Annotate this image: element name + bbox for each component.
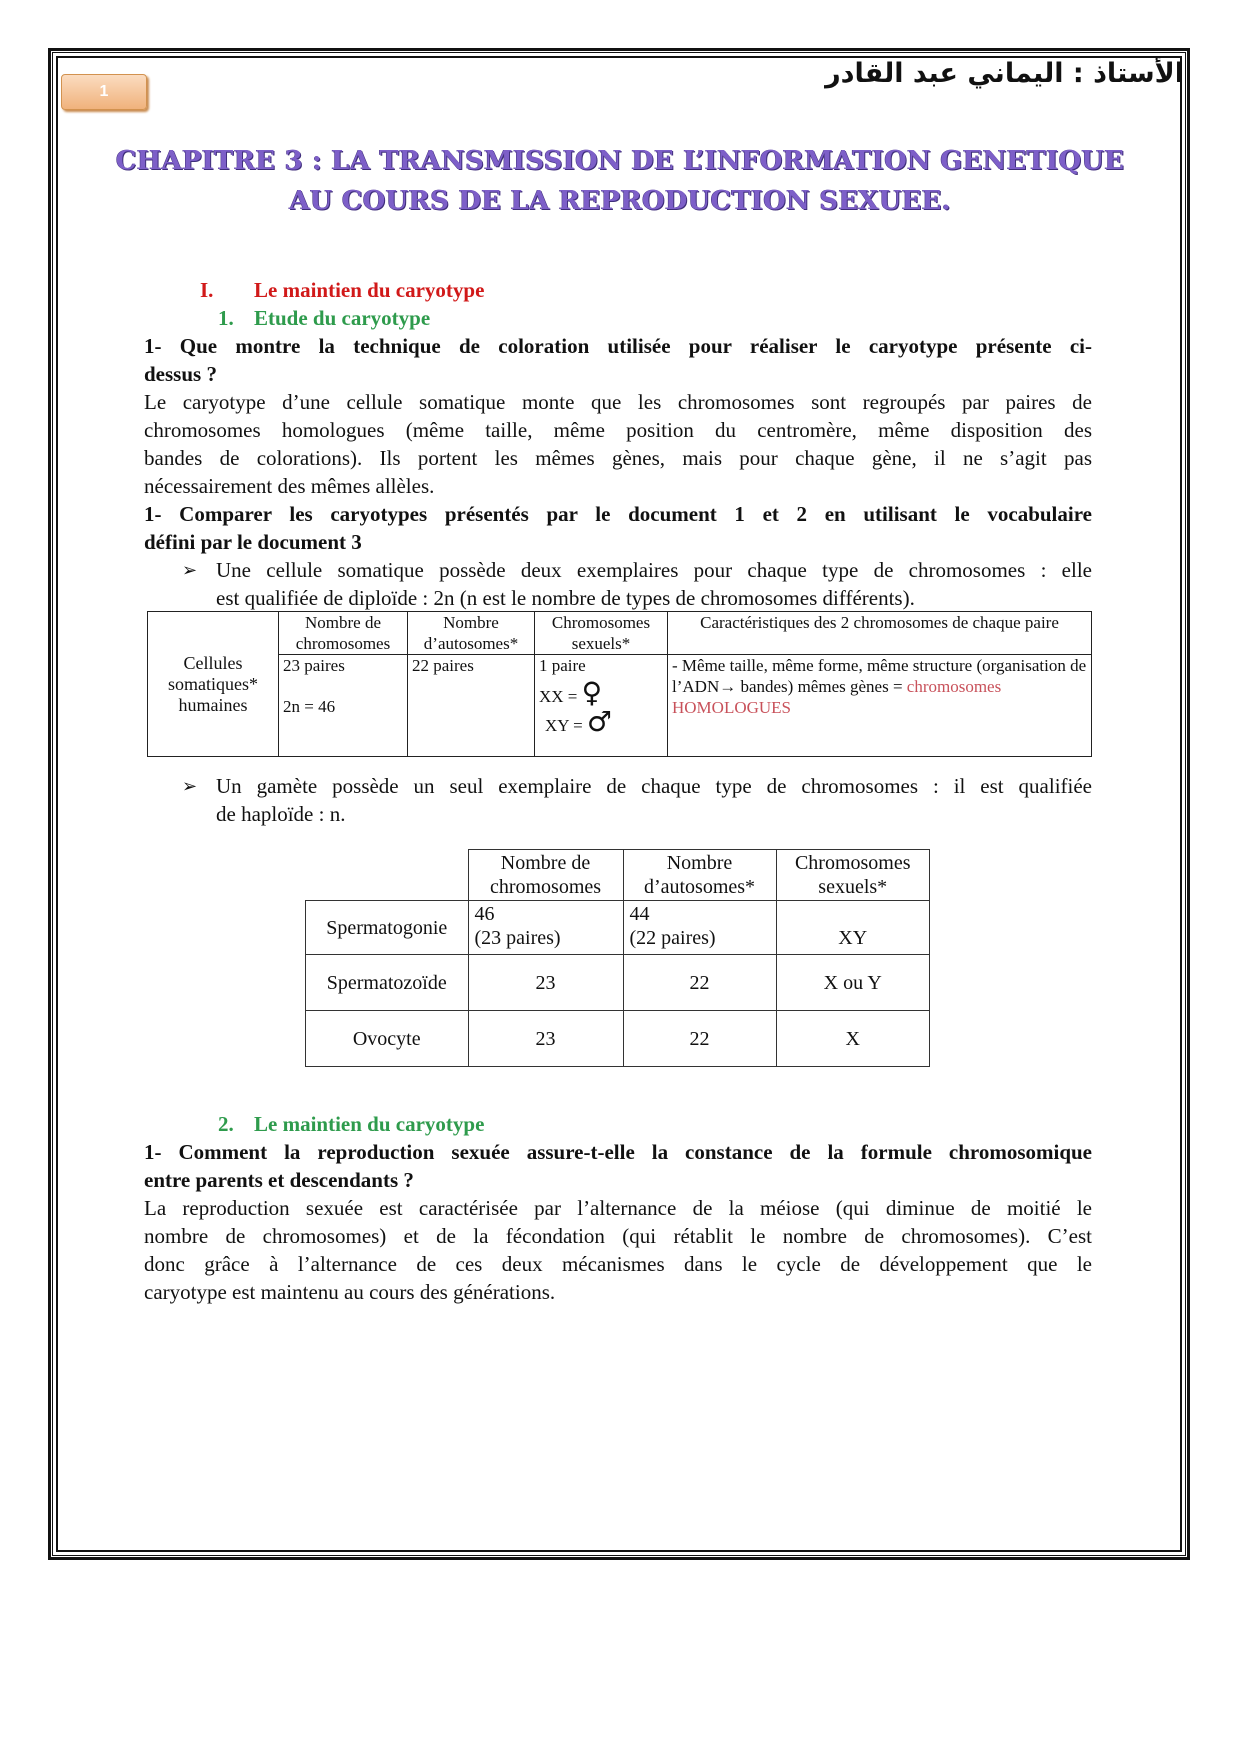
question-3-line-2: entre parents et descendants ? [144, 1168, 414, 1192]
female-symbol-icon: ♀ [581, 676, 603, 709]
cell-chromosomes [279, 655, 408, 757]
table-row [306, 901, 930, 955]
row-label: Ovocyte [306, 1011, 469, 1067]
cell-sexuels: XY [776, 901, 930, 955]
cell-sexuels [535, 655, 668, 757]
value-detail: (23 paires) [474, 927, 561, 949]
empty-corner-cell [306, 850, 469, 901]
cell-sexuels: X ou Y [776, 955, 930, 1011]
cell-chromosomes: 23 [468, 955, 623, 1011]
question-3-line-1: 1- Comment la reproduction sexuée assure-t-elle la constance de la formule chromosomique [144, 1140, 1092, 1164]
somatic-cell-table [147, 611, 1092, 757]
answer-3-line-2: nombre de chromosomes) et de la fécondation (qui rétablit le nombre de chromosomes). C’est [144, 1224, 1092, 1248]
answer-3-line-4: caryotype est maintenu au cours des générations. [144, 1280, 556, 1304]
bullet-arrow-icon: ➢ [182, 776, 198, 796]
section-heading: Le maintien du caryotype [254, 278, 485, 302]
cell-autosomes: 22 paires [408, 655, 535, 757]
chapter-title-line-1: CHAPITRE 3 : LA TRANSMISSION DE L’INFORMATION GENETIQUE [115, 146, 1125, 176]
answer-1-line-1: Le caryotype d’une cellule somatique monte que les chromosomes sont regroupés par paires de [144, 390, 1092, 414]
value: 46 [474, 903, 495, 925]
question-1-line-1: 1- Que montre la technique de coloration utilisée pour réaliser le caryotype présente ci- [144, 334, 1092, 358]
chapter-title-line-2: AU COURS DE LA REPRODUCTION SEXUEE. [289, 186, 951, 216]
question-2-line-2: défini par le document 3 [144, 530, 362, 554]
cell-sexuels: X [776, 1011, 930, 1067]
answer-1-line-2: chromosomes homologues (même taille, même position du centromère, même disposition des [144, 418, 1092, 442]
question-2-line-1: 1- Comparer les caryotypes présentés par le document 1 et 2 en utilisant le vocabulaire [144, 502, 1092, 526]
bullet-arrow-icon: ➢ [182, 560, 198, 580]
row-label: Spermatozoïde [306, 955, 469, 1011]
homologues-highlight: chromosomes HOMOLOGUES [672, 677, 1002, 717]
header-autosomes: Nombre d’autosomes* [408, 612, 535, 655]
header-chromosomes: Nombre de chromosomes [279, 612, 408, 655]
caracteristiques-text: - Même taille, même forme, même structure (organisation de l’ADN→ bandes) mêmes gènes = [672, 656, 1087, 696]
row-label-cell: Cellules somatiques* humaines [148, 612, 279, 757]
bullet-1-line-1: Une cellule somatique possède deux exemplaires pour chaque type de chromosomes : elle [216, 558, 1092, 582]
answer-1-line-3: bandes de colorations). Ils portent les mêmes gènes, mais pour chaque gène, il ne s’agit pas [144, 446, 1092, 470]
bullet-1-line-2: est qualifiée de diploïde : 2n (n est le nombre de types de chromosomes différents). [216, 586, 915, 610]
sex-pair-count: 1 paire [539, 656, 586, 675]
value: 44 [629, 903, 650, 925]
cell-autosomes [623, 901, 776, 955]
question-1-line-2: dessus ? [144, 362, 217, 386]
section-number: I. [200, 278, 214, 302]
cell-autosomes: 22 [623, 1011, 776, 1067]
answer-1-line-4: nécessairement des mêmes allèles. [144, 474, 435, 498]
gamete-table [305, 849, 930, 1067]
header-chromosomes: Nombre de chromosomes [468, 850, 623, 901]
header-caracteristiques: Caractéristiques des 2 chromosomes de chaque paire [668, 612, 1092, 655]
chromosome-pairs: 23 paires [283, 656, 345, 675]
author-name: الأستاذ : اليماني عبد القادر [825, 58, 1184, 89]
male-formula: XY = [545, 716, 583, 735]
chromosome-count: 2n = 46 [283, 697, 336, 716]
page-number-badge: 1 [61, 74, 147, 110]
cell-chromosomes: 23 [468, 1011, 623, 1067]
value-detail: (22 paires) [629, 927, 716, 949]
subsection-2-number: 2. [218, 1112, 234, 1136]
bullet-2-line-1: Un gamète possède un seul exemplaire de chaque type de chromosomes : il est qualifiée [216, 774, 1092, 798]
header-sexuels: Chromosomes sexuels* [776, 850, 930, 901]
row-label: Spermatogonie [306, 901, 469, 955]
cell-chromosomes [468, 901, 623, 955]
header-autosomes: Nombre d’autosomes* [623, 850, 776, 901]
table-row [306, 955, 930, 1011]
subsection-heading: Etude du caryotype [254, 306, 431, 330]
bullet-2-line-2: de haploïde : n. [216, 802, 346, 826]
cell-autosomes: 22 [623, 955, 776, 1011]
female-formula: XX = [539, 687, 578, 706]
table-row [306, 1011, 930, 1067]
male-symbol-icon: ♂ [587, 705, 613, 738]
subsection-number: 1. [218, 306, 234, 330]
header-sexuels: Chromosomes sexuels* [535, 612, 668, 655]
answer-3-line-3: donc grâce à l’alternance de ces deux mécanismes dans le cycle de développement que le [144, 1252, 1092, 1276]
cell-caracteristiques [668, 655, 1092, 757]
answer-3-line-1: La reproduction sexuée est caractérisée par l’alternance de la méiose (qui diminue de moitié le [144, 1196, 1092, 1220]
subsection-2-heading: Le maintien du caryotype [254, 1112, 485, 1136]
